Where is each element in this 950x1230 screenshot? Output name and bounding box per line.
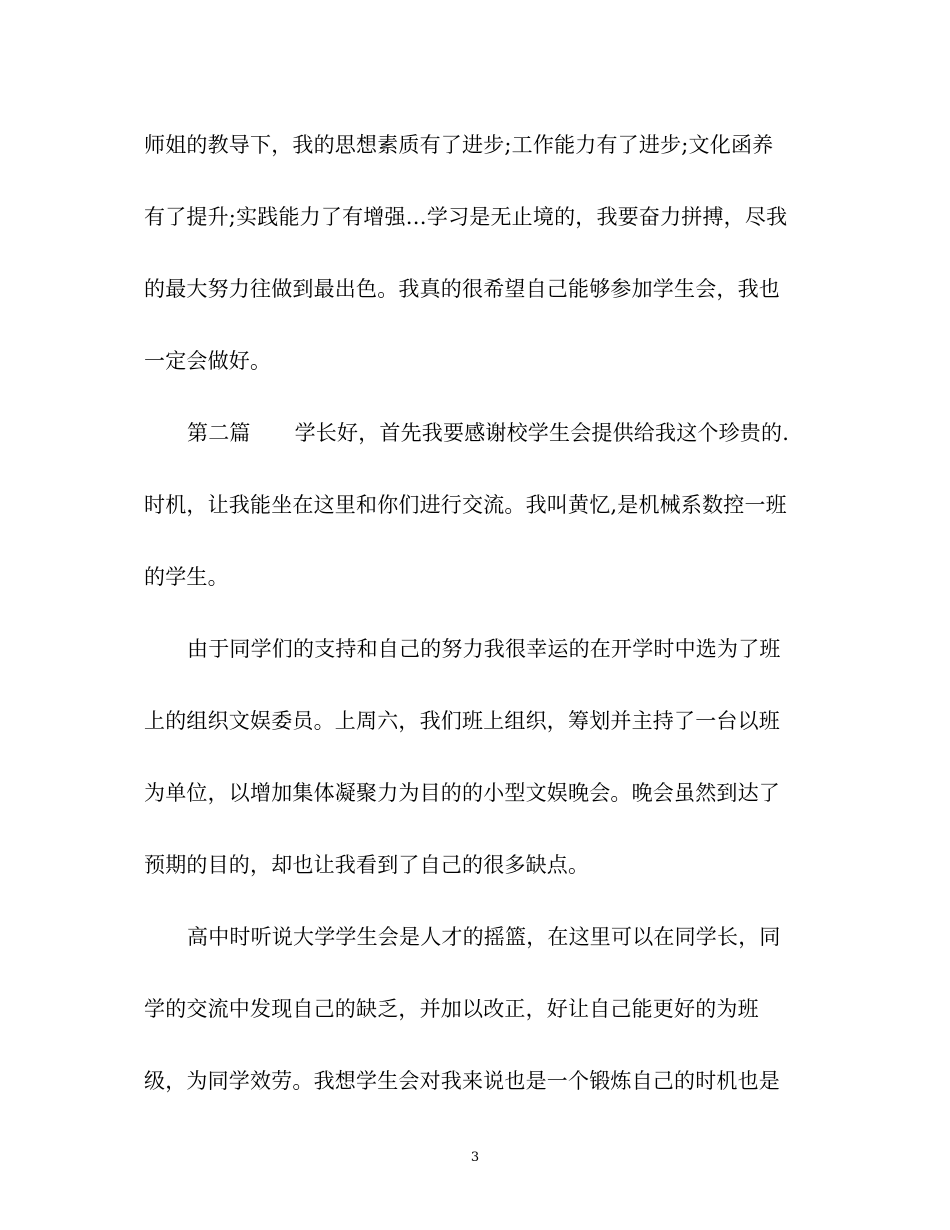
text-line: 学的交流中发现自己的缺乏，并加以改正，好让自己能更好的为班 <box>144 997 759 1021</box>
text-line: 为单位，以增加集体凝聚力为目的的小型文娱晚会。晚会虽然到达了 <box>144 781 780 805</box>
text-line: 有了提升;实践能力了有增强…学习是无止境的，我要奋力拼搏，尽我 <box>144 205 788 229</box>
text-line: 一定会做好。 <box>144 349 272 373</box>
text-line: 的最大努力往做到最出色。我真的很希望自己能够参加学生会，我也 <box>144 277 780 301</box>
page-number: 3 <box>470 1150 480 1165</box>
paragraph-line <box>187 419 789 447</box>
text-line: 级，为同学效劳。我想学生会对我来说也是一个锻炼自己的时机也是 <box>144 1069 780 1093</box>
text-line: 的学生。 <box>144 565 229 589</box>
text-line: 上的组织文娱委员。上周六，我们班上组织，筹划并主持了一台以班 <box>144 709 780 733</box>
text-line: 预期的目的，却也让我看到了自己的很多缺点。 <box>144 853 590 877</box>
text-line: 师姐的教导下，我的思想素质有了进步;工作能力有了进步;文化函养 <box>144 133 774 157</box>
text-segment: 学长好，首先我要感谢校学生会提供给我这个珍贵的. <box>294 421 790 445</box>
paragraph-first-line: 高中时听说大学学生会是人才的摇篮，在这里可以在同学长，同 <box>187 925 781 949</box>
section-heading: 第二篇 <box>187 421 251 445</box>
paragraph-first-line: 由于同学们的支持和自己的努力我很幸运的在开学时中选为了班 <box>187 637 781 661</box>
text-line: 时机，让我能坐在这里和你们进行交流。我叫黄忆,是机械系数控一班 <box>144 493 787 517</box>
